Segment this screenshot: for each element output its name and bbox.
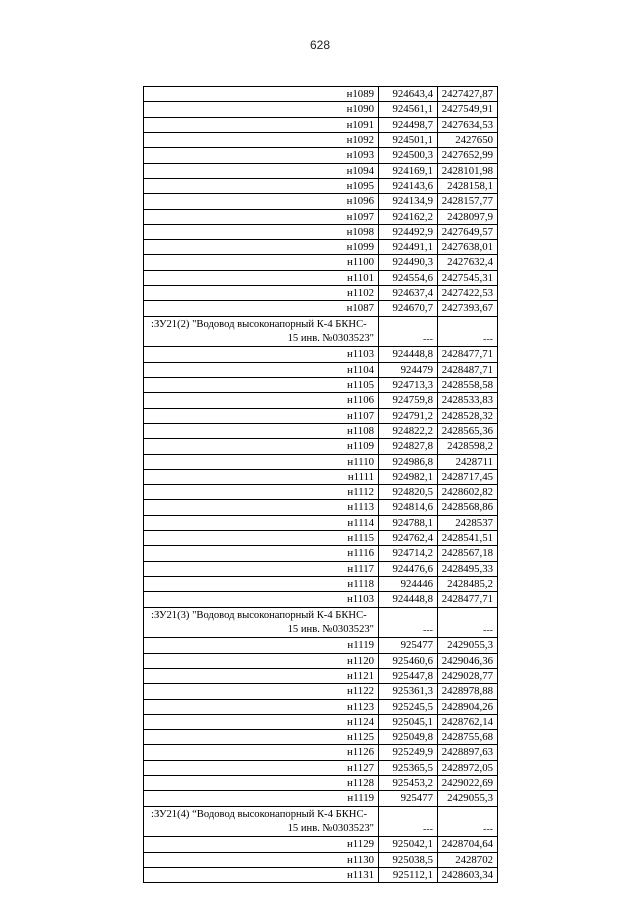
point-name-cell: н1122 xyxy=(144,684,379,698)
coordinate-cell: 924643,4 xyxy=(379,87,438,101)
coordinate-cell: 2428533,83 xyxy=(438,393,498,407)
placeholder-dash: --- xyxy=(423,625,433,637)
coordinate-cell: 925045,1 xyxy=(379,715,438,729)
point-name-cell: н1126 xyxy=(144,745,379,759)
point-name-cell: н1131 xyxy=(144,868,379,882)
coordinate-cell: 2428477,71 xyxy=(438,592,498,606)
table-row xyxy=(144,761,498,776)
coordinate-cell: 924446 xyxy=(379,577,438,591)
point-name-cell: н1119 xyxy=(144,791,379,805)
point-name-cell: н1096 xyxy=(144,194,379,208)
coordinate-cell: 2428157,77 xyxy=(438,194,498,208)
point-name-cell: н1099 xyxy=(144,240,379,254)
table-row xyxy=(144,500,498,515)
coordinate-cell: 2428485,2 xyxy=(438,577,498,591)
table-row xyxy=(144,700,498,715)
coordinate-cell: 924788,1 xyxy=(379,516,438,530)
coordinate-cell: 924501,1 xyxy=(379,133,438,147)
coordinate-cell: 924492,9 xyxy=(379,225,438,239)
table-row xyxy=(144,87,498,102)
coordinate-cell: 2427634,53 xyxy=(438,118,498,132)
coordinate-cell: 2427632,4 xyxy=(438,255,498,269)
coordinate-cell: 925245,5 xyxy=(379,700,438,714)
coordinate-cell: 924498,7 xyxy=(379,118,438,132)
point-name-cell: н1104 xyxy=(144,363,379,377)
point-name-cell: н1121 xyxy=(144,669,379,683)
placeholder-dash: --- xyxy=(483,334,493,346)
coordinate-cell: 925453,2 xyxy=(379,776,438,790)
table-row xyxy=(144,577,498,592)
table-row xyxy=(144,378,498,393)
coordinate-cell: 2428762,14 xyxy=(438,715,498,729)
coordinate-cell: 2428603,34 xyxy=(438,868,498,882)
point-name-cell: н1130 xyxy=(144,853,379,867)
section-header-row xyxy=(144,807,498,838)
table-row xyxy=(144,133,498,148)
coordinate-cell: 924500,3 xyxy=(379,148,438,162)
coordinate-cell: 2428972,05 xyxy=(438,761,498,775)
coordinate-cell: 2427427,87 xyxy=(438,87,498,101)
table-row xyxy=(144,439,498,454)
coordinate-cell: 2429046,36 xyxy=(438,654,498,668)
coordinate-cell: 924448,8 xyxy=(379,592,438,606)
point-name-cell: н1090 xyxy=(144,102,379,116)
point-name-cell: н1120 xyxy=(144,654,379,668)
section-title-cell xyxy=(144,608,379,638)
coordinate-cell: 2428495,33 xyxy=(438,562,498,576)
coordinate-cell: 2428904,26 xyxy=(438,700,498,714)
coordinate-cell: 924169,1 xyxy=(379,164,438,178)
table-row xyxy=(144,470,498,485)
coordinate-cell: 925112,1 xyxy=(379,868,438,882)
point-name-cell: н1111 xyxy=(144,470,379,484)
coordinate-cell: 2428101,98 xyxy=(438,164,498,178)
table-row xyxy=(144,837,498,852)
coordinate-cell: 924491,1 xyxy=(379,240,438,254)
coordinate-cell: 2428702 xyxy=(438,853,498,867)
coordinate-cell: 925042,1 xyxy=(379,837,438,851)
table-row xyxy=(144,669,498,684)
coordinate-cell: 924827,8 xyxy=(379,439,438,453)
coordinate-cell: 2428704,64 xyxy=(438,837,498,851)
coordinate-cell: 2428602,82 xyxy=(438,485,498,499)
point-name-cell: н1129 xyxy=(144,837,379,851)
coordinate-cell: 925477 xyxy=(379,638,438,652)
coordinate-cell: 2428897,63 xyxy=(438,745,498,759)
coordinate-cell: 924134,9 xyxy=(379,194,438,208)
table-row xyxy=(144,684,498,699)
point-name-cell: н1109 xyxy=(144,439,379,453)
coordinate-cell: 2428537 xyxy=(438,516,498,530)
placeholder-cell xyxy=(438,608,498,638)
point-name-cell: н1091 xyxy=(144,118,379,132)
point-name-cell: н1100 xyxy=(144,255,379,269)
coordinate-cell: 924143,6 xyxy=(379,179,438,193)
table-row xyxy=(144,424,498,439)
point-name-cell: н1103 xyxy=(144,347,379,361)
coordinate-cell: 925038,5 xyxy=(379,853,438,867)
section-title-line: :ЗУ21(3) "Водовод высоконапорный К-4 БКНС- xyxy=(151,609,367,621)
coordinate-cell: 925049,8 xyxy=(379,730,438,744)
point-name-cell: н1119 xyxy=(144,638,379,652)
table-row xyxy=(144,194,498,209)
coordinate-cell: 2428541,51 xyxy=(438,531,498,545)
coordinate-cell: 924670,7 xyxy=(379,301,438,315)
coordinate-cell: 2427393,67 xyxy=(438,301,498,315)
placeholder-dash: --- xyxy=(483,824,493,836)
coordinate-cell: 2428755,68 xyxy=(438,730,498,744)
table-row xyxy=(144,485,498,500)
point-name-cell: н1128 xyxy=(144,776,379,790)
section-title-cell xyxy=(144,807,379,837)
coordinate-cell: 2428978,88 xyxy=(438,684,498,698)
point-name-cell: н1102 xyxy=(144,286,379,300)
table-row xyxy=(144,638,498,653)
coordinate-cell: 2429055,3 xyxy=(438,638,498,652)
coordinate-cell: 924982,1 xyxy=(379,470,438,484)
table-row xyxy=(144,286,498,301)
table-row xyxy=(144,225,498,240)
placeholder-cell xyxy=(438,807,498,837)
point-name-cell: н1116 xyxy=(144,546,379,560)
table-row xyxy=(144,409,498,424)
coordinate-cell: 2428568,86 xyxy=(438,500,498,514)
coordinate-cell: 2429055,3 xyxy=(438,791,498,805)
table-row xyxy=(144,148,498,163)
coordinate-cell: 924822,2 xyxy=(379,424,438,438)
coordinate-cell: 2428567,18 xyxy=(438,546,498,560)
coordinate-cell: 2427549,91 xyxy=(438,102,498,116)
table-row xyxy=(144,776,498,791)
point-name-cell: н1097 xyxy=(144,210,379,224)
coordinate-cell: 924814,6 xyxy=(379,500,438,514)
placeholder-cell xyxy=(379,608,438,638)
placeholder-cell xyxy=(438,317,498,347)
point-name-cell: н1127 xyxy=(144,761,379,775)
point-name-cell: н1098 xyxy=(144,225,379,239)
coordinate-cell: 2428487,71 xyxy=(438,363,498,377)
coordinate-cell: 924479 xyxy=(379,363,438,377)
coordinate-cell: 2428711 xyxy=(438,455,498,469)
table-row xyxy=(144,179,498,194)
section-header-row xyxy=(144,317,498,348)
table-row xyxy=(144,730,498,745)
table-row xyxy=(144,745,498,760)
table-row xyxy=(144,562,498,577)
section-title-line: 15 инв. №0303523" xyxy=(287,822,374,834)
table-row xyxy=(144,271,498,286)
coordinate-cell: 2427650 xyxy=(438,133,498,147)
coordinate-cell: 925460,6 xyxy=(379,654,438,668)
coordinate-cell: 924554,6 xyxy=(379,271,438,285)
placeholder-dash: --- xyxy=(483,625,493,637)
point-name-cell: н1089 xyxy=(144,87,379,101)
coordinate-cell: 2428477,71 xyxy=(438,347,498,361)
table-row xyxy=(144,347,498,362)
coordinate-cell: 924476,6 xyxy=(379,562,438,576)
coordinate-cell: 925447,8 xyxy=(379,669,438,683)
coordinate-cell: 2427649,57 xyxy=(438,225,498,239)
coordinate-cell: 2428097,9 xyxy=(438,210,498,224)
table-row xyxy=(144,592,498,607)
point-name-cell: н1103 xyxy=(144,592,379,606)
table-row xyxy=(144,102,498,117)
coordinate-cell: 2427422,53 xyxy=(438,286,498,300)
coordinate-cell: 2429022,69 xyxy=(438,776,498,790)
point-name-cell: н1093 xyxy=(144,148,379,162)
section-title-line: 15 инв. №0303523" xyxy=(287,332,374,344)
coordinate-cell: 925477 xyxy=(379,791,438,805)
coordinate-cell: 924820,5 xyxy=(379,485,438,499)
table-row xyxy=(144,164,498,179)
table-row xyxy=(144,393,498,408)
coordinate-cell: 924791,2 xyxy=(379,409,438,423)
coordinate-cell: 925365,5 xyxy=(379,761,438,775)
coordinate-cell: 924986,8 xyxy=(379,455,438,469)
table-row xyxy=(144,210,498,225)
point-name-cell: н1087 xyxy=(144,301,379,315)
point-name-cell: н1118 xyxy=(144,577,379,591)
table-row xyxy=(144,654,498,669)
coordinate-cell: 2427638,01 xyxy=(438,240,498,254)
page-number: 628 xyxy=(309,38,331,52)
point-name-cell: н1106 xyxy=(144,393,379,407)
coordinate-cell: 924713,3 xyxy=(379,378,438,392)
coordinate-cell: 925361,3 xyxy=(379,684,438,698)
table-row xyxy=(144,455,498,470)
point-name-cell: н1113 xyxy=(144,500,379,514)
coordinate-cell: 925249,9 xyxy=(379,745,438,759)
placeholder-dash: --- xyxy=(423,824,433,836)
point-name-cell: н1092 xyxy=(144,133,379,147)
table-row xyxy=(144,240,498,255)
placeholder-dash: --- xyxy=(423,334,433,346)
placeholder-cell xyxy=(379,317,438,347)
table-row xyxy=(144,791,498,806)
coordinate-cell: 924490,3 xyxy=(379,255,438,269)
coordinate-cell: 2428565,36 xyxy=(438,424,498,438)
point-name-cell: н1108 xyxy=(144,424,379,438)
point-name-cell: н1117 xyxy=(144,562,379,576)
coordinate-cell: 924762,4 xyxy=(379,531,438,545)
coordinate-cell: 2428598,2 xyxy=(438,439,498,453)
point-name-cell: н1112 xyxy=(144,485,379,499)
point-name-cell: н1105 xyxy=(144,378,379,392)
coordinate-cell: 2427652,99 xyxy=(438,148,498,162)
coordinate-cell: 2427545,31 xyxy=(438,271,498,285)
table-row xyxy=(144,301,498,316)
point-name-cell: н1107 xyxy=(144,409,379,423)
point-name-cell: н1123 xyxy=(144,700,379,714)
point-name-cell: н1094 xyxy=(144,164,379,178)
section-header-row xyxy=(144,608,498,639)
section-title-line: :ЗУ21(2) "Водовод высоконапорный К-4 БКНС- xyxy=(151,318,367,330)
point-name-cell: н1125 xyxy=(144,730,379,744)
section-title-line: 15 инв. №0303523" xyxy=(287,623,374,635)
coordinate-cell: 924162,2 xyxy=(379,210,438,224)
table-row xyxy=(144,853,498,868)
point-name-cell: н1124 xyxy=(144,715,379,729)
coordinate-cell: 924637,4 xyxy=(379,286,438,300)
table-row xyxy=(144,363,498,378)
table-row xyxy=(144,868,498,883)
coordinates-table xyxy=(143,86,498,883)
point-name-cell: н1101 xyxy=(144,271,379,285)
table-row xyxy=(144,516,498,531)
point-name-cell: н1110 xyxy=(144,455,379,469)
section-title-cell xyxy=(144,317,379,347)
table-row xyxy=(144,531,498,546)
coordinate-cell: 2428558,58 xyxy=(438,378,498,392)
table-row xyxy=(144,255,498,270)
coordinate-cell: 2428528,32 xyxy=(438,409,498,423)
point-name-cell: н1095 xyxy=(144,179,379,193)
placeholder-cell xyxy=(379,807,438,837)
coordinate-cell: 924714,2 xyxy=(379,546,438,560)
point-name-cell: н1115 xyxy=(144,531,379,545)
coordinate-cell: 2429028,77 xyxy=(438,669,498,683)
point-name-cell: н1114 xyxy=(144,516,379,530)
table-row xyxy=(144,715,498,730)
coordinate-cell: 924759,8 xyxy=(379,393,438,407)
coordinate-cell: 924561,1 xyxy=(379,102,438,116)
table-row xyxy=(144,546,498,561)
table-row xyxy=(144,118,498,133)
coordinate-cell: 2428158,1 xyxy=(438,179,498,193)
coordinate-cell: 924448,8 xyxy=(379,347,438,361)
section-title-line: :ЗУ21(4) “Водовод высоконапорный К-4 БКНС- xyxy=(151,808,368,820)
coordinate-cell: 2428717,45 xyxy=(438,470,498,484)
